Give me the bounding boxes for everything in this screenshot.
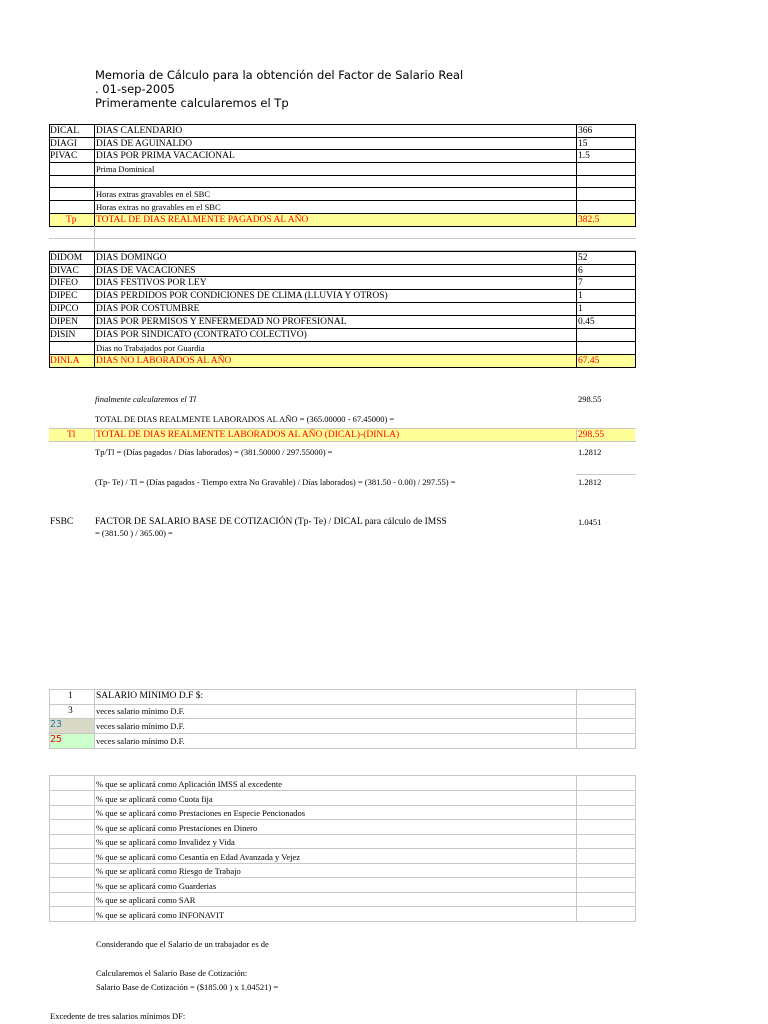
- tl-desc: DIAS PERDIDOS POR CONDICIONES DE CLIMA (LLUVIA Y OTROS): [96, 291, 388, 301]
- tp-value: 15: [578, 139, 588, 149]
- tl-code: DIPEN: [50, 317, 78, 327]
- dinla-code: DINLA: [50, 356, 80, 366]
- tl-desc: DIAS POR SINDICATO (CONTRATO COLECTIVO): [96, 330, 307, 340]
- percent-row: % que se aplicará como SAR: [96, 895, 196, 905]
- percent-row: % que se aplicará como Prestaciones en Dinero: [96, 823, 258, 833]
- tp-code: PIVAC: [50, 151, 78, 161]
- tptl-value: 1.2812: [578, 447, 602, 457]
- salario-num: 23: [50, 719, 63, 730]
- doc-title: Memoria de Cálculo para la obtención del Factor de Salario Real: [95, 68, 464, 82]
- percent-row: % que se aplicará como Invalidez y Vida: [96, 837, 235, 847]
- percent-row: % que se aplicará como Riesgo de Trabajo: [96, 866, 241, 876]
- tp-desc: DIAS DE AGUINALDO: [96, 139, 193, 149]
- salario-desc: veces salario mínimo D.F.: [96, 736, 185, 746]
- considerando-text: Considerando que el Salario de un trabajador es de: [96, 939, 269, 949]
- dinla-value: 67.45: [578, 356, 600, 366]
- salario-num: 3: [68, 706, 73, 716]
- tp-desc: Prima Dominical: [96, 164, 155, 174]
- tl-code: Tl: [67, 430, 76, 440]
- fsbc-value: 1.0451: [578, 517, 602, 527]
- sbc-line: Salario Base de Cotización = ($185.00 ) x 1.04521) =: [96, 982, 279, 992]
- tl-value: 1: [578, 304, 583, 314]
- tp-code: DICAL: [50, 126, 80, 136]
- tpte-line: (Tp- Te) / Tl = (Días pagados - Tiempo extra No Gravable) / Días laborados) = (381.50 - 0.00) / 297.55) =: [95, 477, 456, 487]
- doc-intro: Primeramente calcularemos el Tp: [95, 96, 289, 110]
- finalmente-text: finalmente calcularemos el Tl: [95, 394, 196, 404]
- tl-value: 0.45: [578, 317, 595, 327]
- salario-desc: SALARIO MINIMO D.F $:: [96, 691, 204, 701]
- tp-desc: Horas extras gravables en el SBC: [96, 189, 211, 199]
- tptl-line: Tp/Tl = (Días pagados / Días laborados) = (381.50000 / 297.55000) =: [95, 447, 333, 457]
- percent-row: % que se aplicará como INFONAVIT: [96, 910, 225, 920]
- fsbc-line1: FACTOR DE SALARIO BASE DE COTIZACIÓN (Tp- Te) / DICAL para cálculo de IMSS: [95, 517, 447, 527]
- tl-desc: DIAS DOMINGO: [96, 253, 167, 263]
- tp-total-desc: TOTAL DE DIAS REALMENTE PAGADOS AL AÑO: [96, 215, 309, 225]
- tl-desc: DIAS POR COSTUMBRE: [96, 304, 200, 314]
- tl-code: DISIN: [50, 330, 76, 340]
- tl-code: DIVAC: [50, 266, 79, 276]
- percent-row: % que se aplicará como Aplicación IMSS al excedente: [96, 779, 282, 789]
- tp-total-code: Tp: [66, 215, 77, 225]
- tp-desc: Horas extras no gravables en el SBC: [96, 202, 221, 212]
- tl-value: 52: [578, 253, 588, 263]
- tp-desc: DIAS POR PRIMA VACACIONAL: [96, 151, 235, 161]
- tl-desc: DIAS POR PERMISOS Y ENFERMEDAD NO PROFESIONAL: [96, 317, 347, 327]
- tpte-value: 1.2812: [578, 477, 602, 487]
- tl-desc: DIAS FESTIVOS POR LEY: [96, 278, 207, 288]
- fsbc-line2: = (381.50 ) / 365.00) =: [95, 528, 173, 538]
- tp-desc: DIAS CALENDARIO: [96, 126, 183, 136]
- tl-code: DIPEC: [50, 291, 78, 301]
- tl-code: DIFEO: [50, 278, 78, 288]
- tp-code: DIAGI: [50, 139, 77, 149]
- salario-num: 25: [50, 734, 63, 745]
- fsbc-code: FSBC: [50, 517, 74, 527]
- tl-code: DIPCO: [50, 304, 79, 314]
- salario-num: 1: [68, 691, 73, 701]
- tp-value: 1.5: [578, 151, 590, 161]
- tl-desc: DIAS DE VACACIONES: [96, 266, 196, 276]
- tl-value: 298.55: [578, 430, 605, 440]
- percent-row: % que se aplicará como Guarderias: [96, 881, 217, 891]
- salario-desc: veces salario mínimo D.F.: [96, 706, 185, 716]
- finalmente-value: 298.55: [578, 394, 602, 404]
- tl-code: DIDOM: [50, 253, 83, 263]
- dinla-desc: DIAS NO LABORADOS AL AÑO: [96, 356, 232, 366]
- tl-value: 7: [578, 278, 583, 288]
- doc-date: . 01-sep-2005: [95, 82, 175, 96]
- tl-desc: TOTAL DE DIAS REALMENTE LABORADOS AL AÑO (DICAL)-(DINLA): [96, 430, 400, 440]
- calcularemos-text: Calcularemos el Salario Base de Cotización:: [96, 968, 248, 978]
- percent-row: % que se aplicará como Cesantía en Edad Avanzada y Vejez: [96, 852, 301, 862]
- tl-value: 6: [578, 266, 583, 276]
- tl-value: 1: [578, 291, 583, 301]
- tp-value: 366: [578, 126, 593, 136]
- tp-total-value: 382.5: [578, 215, 600, 225]
- total-laborados-line: TOTAL DE DIAS REALMENTE LABORADOS AL AÑO = (365.00000 - 67.45000) =: [95, 414, 395, 424]
- salario-desc: veces salario mínimo D.F.: [96, 721, 185, 731]
- tl-desc: Dias no Trabajados por Guardia: [96, 343, 205, 353]
- percent-row: % que se aplicará como Prestaciones en Especie Pencionados: [96, 808, 306, 818]
- percent-row: % que se aplicará como Cuota fija: [96, 794, 213, 804]
- excedente-text: Excedente de tres salarios mínimos DF:: [50, 1011, 186, 1021]
